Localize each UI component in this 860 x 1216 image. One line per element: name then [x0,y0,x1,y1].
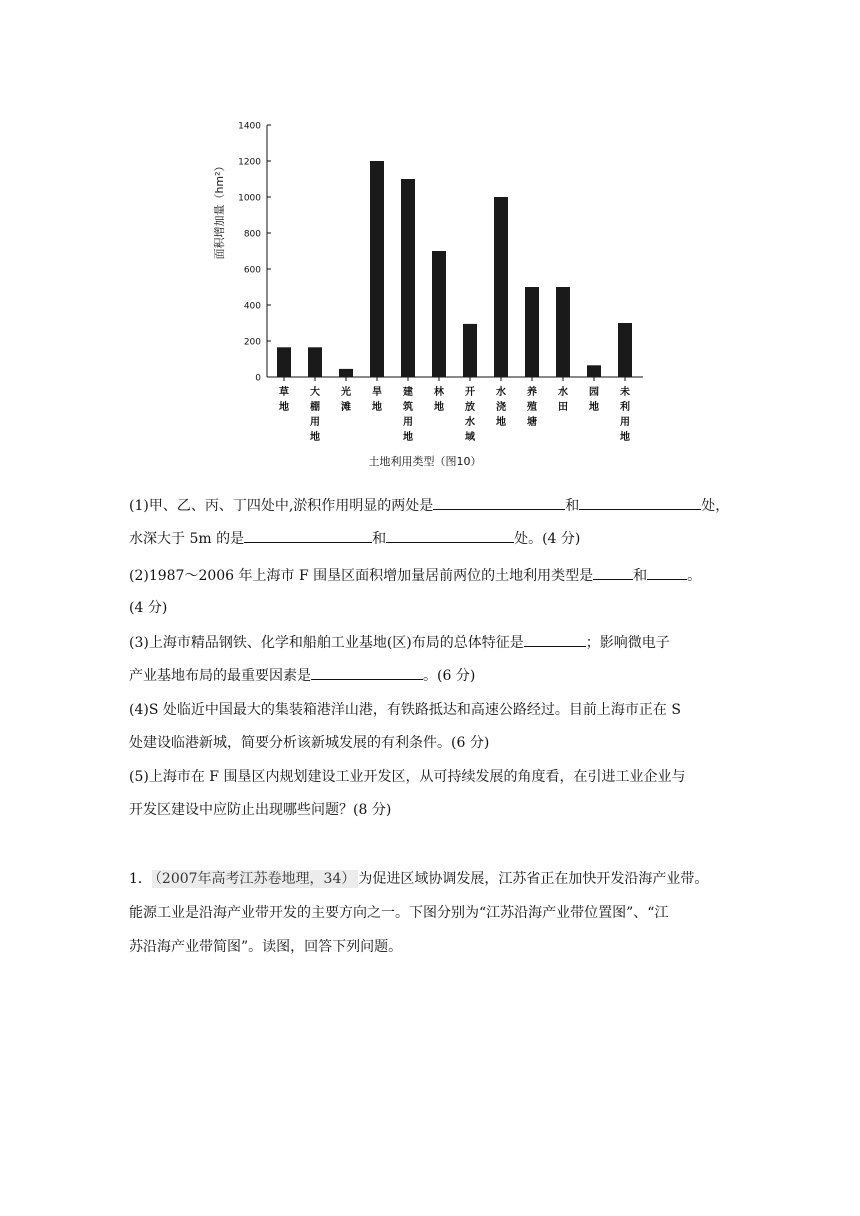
y-tick-label: 1400 [238,121,261,132]
y-axis-title: 面积增加量（hm²） [213,160,226,260]
problem-1-line-2 [129,903,739,923]
problem-1-line-3 [129,937,739,957]
bar [401,179,415,377]
question-3-line-2 [129,665,739,686]
land-use-bar-chart [205,115,665,475]
q3-text-b: ；影响微电子 [585,635,670,651]
q3-text-c: 产业基地布局的最重要因素是 [129,668,311,684]
q2-text-b: 和 [633,568,648,584]
y-tick-label: 600 [243,265,261,276]
x-tick-label: 水浇地 [496,387,506,428]
bar [587,365,601,377]
problem-text-1: 为促进区域协调发展，江苏省正在加快开发沿海产业带。 [358,871,709,887]
problem-text-3: 苏沿海产业带简图”。读图，回答下列问题。 [129,939,403,955]
q2-text-a: (2)1987～2006 年上海市 F 围垦区面积增加量居前两位的土地利用类型是 [129,568,594,584]
q4-text-1: (4)S 处临近中国最大的集装箱港洋山港，有铁路抵达和高速公路经过。目前上海市正在 S [129,702,681,718]
q1-text-e: 和 [372,531,387,547]
x-tick-label: 园地 [589,387,599,413]
q2-text-c: 。 [687,568,702,584]
bar [556,287,570,377]
bar [525,287,539,377]
q1-text-b: 和 [565,498,580,514]
q3-blank-1[interactable] [524,632,586,647]
question-1-line-2 [129,528,739,549]
q4-text-2: 处建设临港新城，简要分析该新城发展的有利条件。(6 分) [129,735,490,751]
x-tick-label: 林地 [434,387,444,413]
question-5-line-2 [129,800,739,820]
problem-source: （2007年高考江苏卷地理，34） [152,870,358,888]
q1-blank-4[interactable] [386,528,514,543]
q1-text-a: (1)甲、乙、丙、丁四处中,淤积作用明显的两处是 [129,498,434,514]
question-1-line-1 [129,495,739,516]
q1-text-d: 水深大于 5m 的是 [129,531,245,547]
q2-blank-2[interactable] [647,565,687,580]
x-tick-label: 建筑用地 [403,387,413,443]
problem-text-2: 能源工业是沿海产业带开发的主要方向之一。下图分别为“江苏沿海产业带位置图”、“江 [129,905,669,921]
question-2-line-2 [129,598,739,618]
x-tick-label: 水田 [558,387,568,413]
bar [370,161,384,377]
q3-text-a: (3)上海市精品钢铁、化学和船舶工业基地(区)布局的总体特征是 [129,635,524,651]
bar [494,197,508,377]
bar [432,251,446,377]
question-2-line-1 [129,565,739,586]
bars [277,161,632,377]
x-tick-label: 光滩 [341,387,351,413]
bar [308,347,322,377]
question-5-line-1 [129,767,739,787]
bar [277,347,291,377]
y-tick-label: 1200 [238,157,261,168]
q1-blank-1[interactable] [433,495,565,510]
question-4-line-2 [129,733,739,753]
x-axis-title: 土地利用类型（图10） [368,455,482,468]
x-tick-label: 开放水域 [465,387,475,443]
q5-text-2: 开发区建设中应防止出现哪些问题？(8 分) [129,802,392,818]
y-tick-label: 0 [255,373,261,384]
question-4-line-1 [129,700,739,720]
y-tick-label: 1000 [238,193,261,204]
q3-text-d: 。(6 分) [423,668,476,684]
y-tick-label: 400 [243,301,261,312]
x-tick-label: 未利用地 [620,387,630,443]
q1-text-c: 处， [701,498,730,514]
q1-text-f: 处。(4 分) [514,531,581,547]
q2-score: (4 分) [129,600,168,616]
q3-blank-2[interactable] [311,665,423,680]
problem-1-line-1 [129,869,739,889]
x-tick-label: 草地 [279,387,289,413]
q1-blank-2[interactable] [579,495,701,510]
problem-number: 1． [129,871,152,887]
q2-blank-1[interactable] [593,565,633,580]
bar [339,369,353,377]
question-3-line-1 [129,632,739,653]
bar [463,324,477,377]
y-tick-label: 200 [243,337,261,348]
x-tick-label: 大棚用地 [310,387,320,443]
q5-text-1: (5)上海市在 F 围垦区内规划建设工业开发区，从可持续发展的角度看，在引进工业企业与 [129,769,686,785]
q1-blank-3[interactable] [244,528,372,543]
bar [618,323,632,377]
x-tick-label: 养殖塘 [527,387,537,428]
y-tick-label: 800 [243,229,261,240]
x-axis-category-labels [279,385,630,443]
x-tick-label: 旱地 [372,387,382,413]
